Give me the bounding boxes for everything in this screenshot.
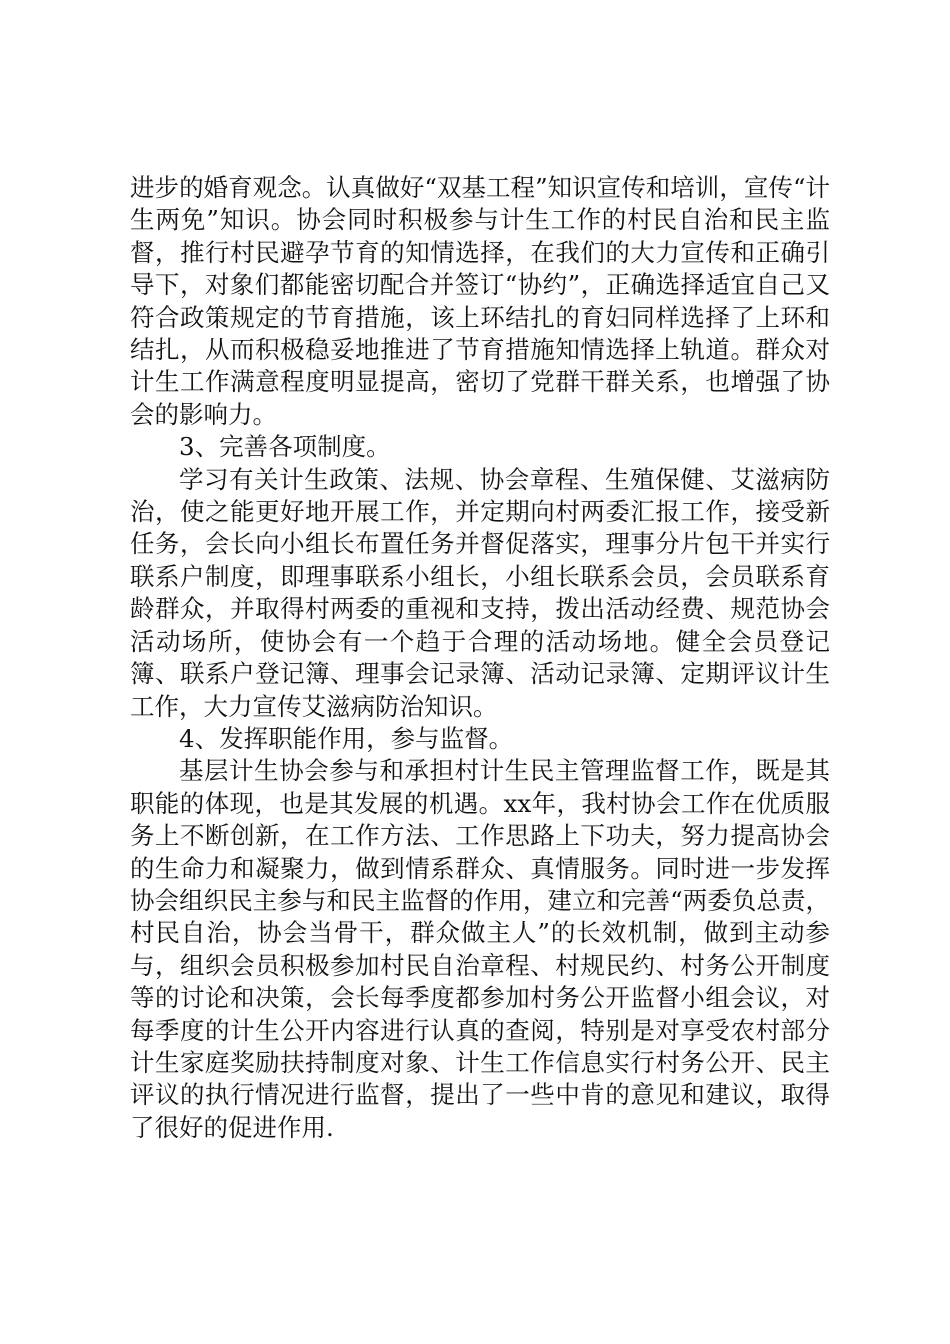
section-heading-4: 4、发挥职能作用，参与监督。 [179,723,514,753]
paragraph-supervision: 基层计生协会参与和承担村计生民主管理监督工作，既是其职能的体现，也是其发展的机遇。xx年，我村协会工作在优质服务上不断创新，在工作方法、工作思路上下功夫，努力提高协会的生命力和凝聚力，做到情系群众、真情服务。同时进一步发挥协会组织民主参与和民主监督的作用，建立和完善“两委负总责，村民自治，协会当骨干，群众做主人”的长效机制，做到主动参与，组织会员积极参加村民自治章程、村规民约、村务公开制度等的讨论和决策，会长每季度都参加村务公开监督小组会议，对每季度的计生公开内容进行认真的查阅，特别是对享受农村部分计生家庭奖励扶持制度对象、计生工作信息实行村务公开、民主评议的执行情况进行监督，提出了一些中肯的意见和建议，取得了很好的促进作用. [130,756,830,1142]
document-body [130,172,830,1144]
paragraph-regulations: 学习有关计生政策、法规、协会章程、生殖保健、艾滋病防治，使之能更好地开展工作，并定期向村两委汇报工作，接受新任务，会长向小组长布置任务并督促落实，理事分片包干并实行联系户制度，即理事联系小组长，小组长联系会员，会员联系育龄群众，并取得村两委的重视和支持，拨出活动经费、规范协会活动场所，使协会有一个趋于合理的活动场地。健全会员登记簿、联系户登记簿、理事会记录簿、活动记录簿、定期评议计生工作，大力宣传艾滋病防治知识。 [130,464,830,721]
paragraph-continuation: 进步的婚育观念。认真做好“双基工程”知识宣传和培训，宣传“计生两免”知识。协会同时积极参与计生工作的村民自治和民主监督，推行村民避孕节育的知情选择，在我们的大力宣传和正确引导下，对象们都能密切配合并签订“协约”，正确选择适宜自己又符合政策规定的节育措施，该上环结扎的育妇同样选择了上环和结扎，从而积极稳妥地推进了节育措施知情选择上轨道。群众对计生工作满意程度明显提高，密切了党群干群关系，也增强了协会的影响力。 [130,173,830,429]
section-heading-3: 3、完善各项制度。 [179,432,391,462]
